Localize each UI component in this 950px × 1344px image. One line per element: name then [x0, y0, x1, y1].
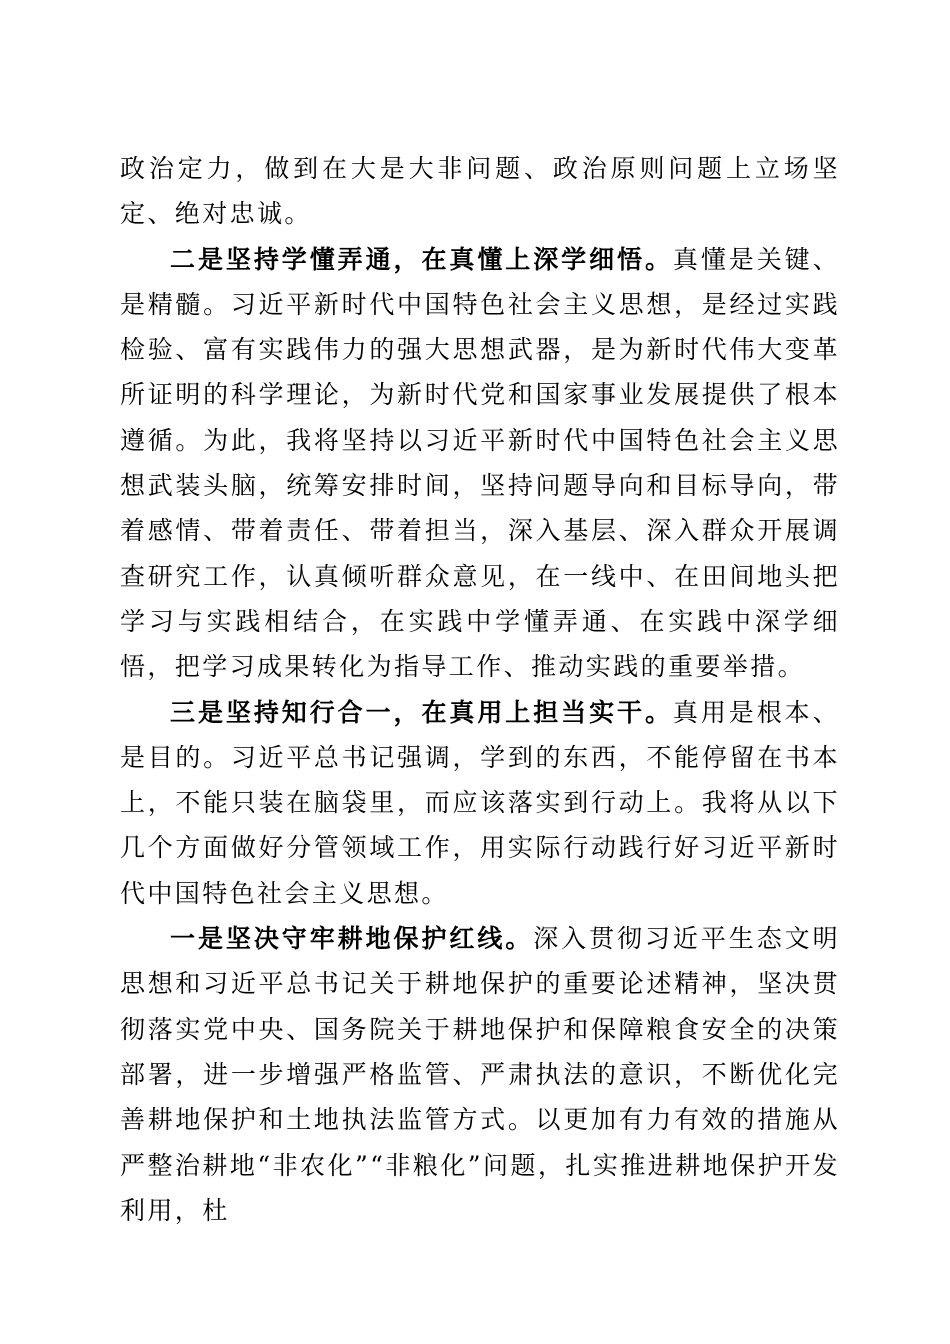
paragraph-practice	[120, 690, 840, 916]
paragraph-text: 真用是根本、是目的。习近平总书记强调，学到的东西，不能停留在书本上，不能只装在脑袋里，而应该落实到行动上。我将从以下几个方面做好分管领域工作，用实际行动践行好习近平新时代中国特色社会主义思想。	[120, 697, 841, 908]
paragraph-text: 深入贯彻习近平生态文明思想和习近平总书记关于耕地保护的重要论述精神，坚决贯彻落实党中央、国务院关于耕地保护和保障粮食安全的决策部署，进一步增强严格监管、严肃执法的意识，不断优化完善耕地保护和土地执法监管方式。以更加有力有效的措施从严整治耕地“非农化”“非粮化”问题，扎实推进耕地保护开发利用，杜	[120, 924, 841, 1225]
paragraph-lead-heading: 三是坚持知行合一，在真用上担当实干。	[170, 697, 673, 727]
paragraph-text: 政治定力，做到在大是大非问题、政治原则问题上立场坚定、绝对忠诚。	[120, 154, 840, 229]
paragraph-lead-heading: 一是坚决守牢耕地保护红线。	[170, 924, 534, 954]
document-body	[120, 146, 840, 1233]
paragraph-farmland-protection	[120, 916, 840, 1233]
paragraph-text: 真懂是关键、是精髓。习近平新时代中国特色社会主义思想，是经过实践检验、富有实践伟力的强大思想武器，是为新时代伟大变革所证明的科学理论，为新时代党和国家事业发展提供了根本遵循。为此，我将坚持以习近平新时代中国特色社会主义思想武装头脑，统筹安排时间，坚持问题导向和目标导向，带着感情、带着责任、带着担当，深入基层、深入群众开展调查研究工作，认真倾听群众意见，在一线中、在田间地头把学习与实践相结合，在实践中学懂弄通、在实践中深学细悟，把学习成果转化为指导工作、推动实践的重要举措。	[120, 244, 841, 682]
paragraph-lead-heading: 二是坚持学懂弄通，在真懂上深学细悟。	[170, 244, 673, 274]
paragraph-understanding	[120, 237, 840, 690]
paragraph-continuation	[120, 146, 840, 237]
